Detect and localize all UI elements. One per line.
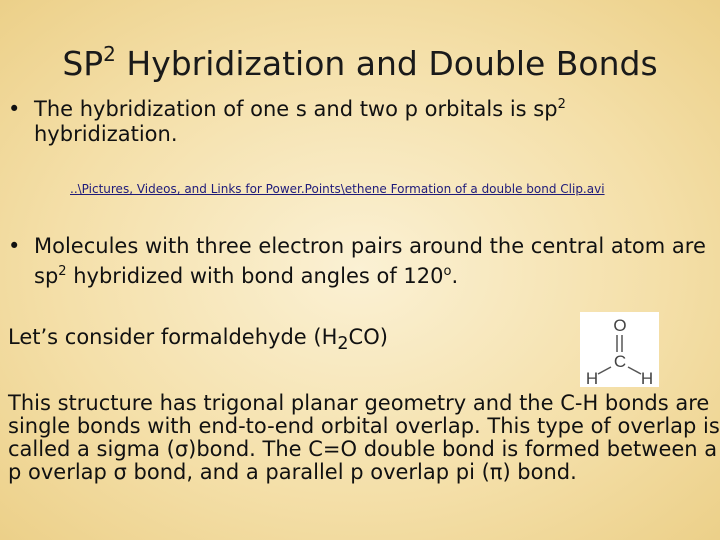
sigma-pi-paragraph: This structure has trigonal planar geometry and the C-H bonds are single bonds with end-to-end orbital overlap. This type of overlap is called a sigma (σ)bond. The C=O double bond is formed between a p overlap σ bond, and a parallel p overlap pi (π) bond. (8, 391, 720, 484)
bullet-hybridization: • The hybridization of one s and two p orbitals is $sp^2$ hybridization. (8, 97, 566, 146)
bullet-molecules: • Molecules with three electron pairs around the central atom are $sp^2$ hybridized with bond angles of 120$^o$. (8, 234, 706, 288)
bullet-icon: • (8, 234, 21, 258)
carbon-atom: C (613, 352, 627, 371)
formaldehyde-diagram (580, 312, 659, 387)
bullet-icon: • (8, 97, 21, 121)
hydrogen-atom-right: H (640, 369, 654, 387)
single-bond-line (598, 367, 611, 374)
formaldehyde-line: Let’s consider formaldehyde $(H_2CO)$ (8, 325, 388, 355)
slide-title: $SP^2$ Hybridization and Double Bonds (62, 42, 658, 83)
video-link[interactable]: ..\Pictures, Videos, and Links for Power.Points\ethene Formation of a double bond Clip.avi (70, 182, 605, 196)
oxygen-atom: O (613, 316, 627, 335)
single-bond-line (628, 367, 641, 374)
formaldehyde-structure (580, 312, 659, 387)
hydrogen-atom-left: H (585, 369, 599, 387)
